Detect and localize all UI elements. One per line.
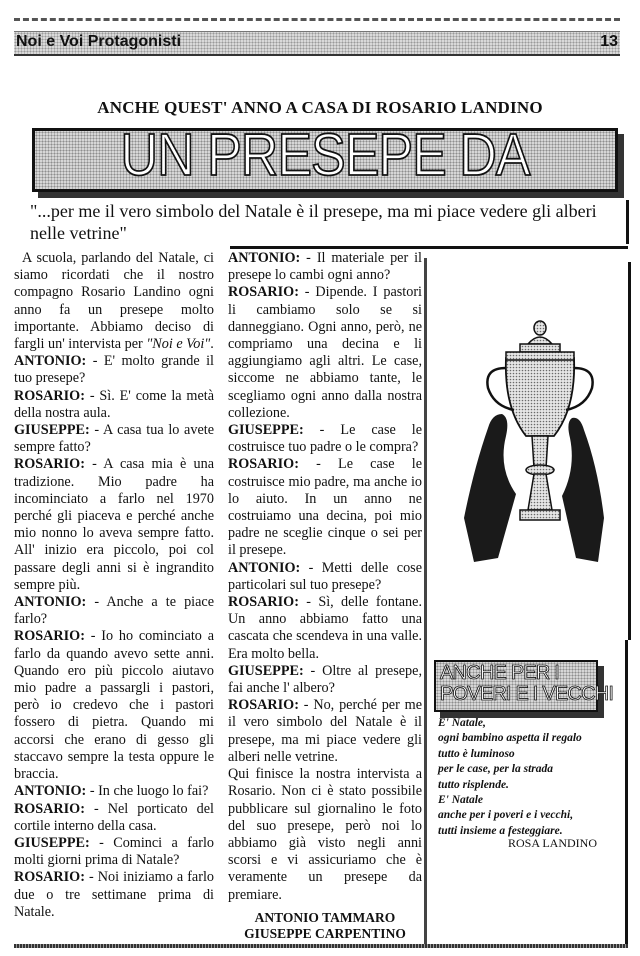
sidebar-title-box bbox=[434, 660, 614, 712]
dialogue-line bbox=[14, 388, 214, 422]
speaker-name: ANTONIO: bbox=[14, 594, 87, 611]
author-name: ANTONIO TAMMARO bbox=[254, 910, 396, 925]
header-band bbox=[14, 31, 620, 56]
sidebar-divider bbox=[625, 640, 628, 946]
dialogue-line bbox=[14, 869, 214, 921]
dialogue-line bbox=[228, 697, 422, 766]
dialogue-text: - No, perché per me il vero simbolo del Natale è il presepe, ma mi piace vedere gli alberi nelle vetrine. bbox=[228, 697, 422, 765]
poem-line: tutti insieme a festeggiare. bbox=[438, 824, 563, 837]
dialogue-line bbox=[14, 456, 214, 594]
dialogue-text: - Anche a te piace farlo? bbox=[14, 594, 214, 628]
dialogue-text: - Sì, delle fontane. Un anno abbiamo fatto una cascata che scendeva in una valle. Era molto bella. bbox=[228, 594, 422, 662]
speaker-name: GIUSEPPE: bbox=[228, 422, 304, 439]
page-number: 13 bbox=[600, 33, 618, 50]
sidebar-title: ANCHE PER I POVERI E I VECCHI bbox=[440, 662, 614, 705]
publication-name: "Noi e Voi" bbox=[146, 336, 211, 353]
speaker-name: ROSARIO: bbox=[14, 387, 85, 404]
page-header bbox=[14, 18, 620, 55]
speaker-name: ROSARIO: bbox=[14, 800, 85, 817]
pull-quote-rule bbox=[230, 246, 628, 249]
dialogue-text: - Il materiale per il presepe lo cambi ogni anno? bbox=[228, 250, 422, 284]
poem-line: per le case, per la strada bbox=[438, 763, 553, 776]
speaker-name: GIUSEPPE: bbox=[228, 662, 304, 679]
dialogue-line bbox=[228, 422, 422, 456]
dialogue-text: - Cominci a farlo molti giorni prima di Natale? bbox=[14, 834, 214, 869]
dialogue-line bbox=[14, 594, 214, 628]
speaker-name: ROSARIO: bbox=[14, 869, 85, 886]
speaker-name: GIUSEPPE: bbox=[14, 834, 90, 851]
dialogue-text: - Metti delle cose particolari sul tuo presepe? bbox=[228, 559, 422, 593]
speaker-name: ANTONIO: bbox=[228, 250, 301, 266]
dialogue-text: - Io ho cominciato a farlo da quando avevo sette anni. Quando ero più piccolo aiutavo mio padre a passargli i pastori, però io credevo che i pastori fossero di pietra. Quando mi accorsi che erano di gesso gli staccavo sempre la testa oppure le braccia. bbox=[14, 628, 214, 783]
speaker-name: ROSARIO: bbox=[14, 456, 85, 473]
dialogue-text: - In che luogo lo fai? bbox=[86, 783, 209, 800]
dialogue-text: - Dipende. I pastori li cambiamo solo se si danneggiano. Ogni anno, però, ne compriamo una decina e li aggiungiamo agli altri. Le case, siccome ne abbiamo tante, le scegliamo ogni anno dalla nostra collezione. bbox=[228, 284, 422, 421]
dialogue-text: - Oltre al presepe, fai anche l' albero? bbox=[228, 662, 422, 697]
dialogue-text: - Le case le costruisce tuo padre o le compra? bbox=[228, 422, 422, 456]
article-title-box bbox=[32, 128, 618, 192]
dialogue-line bbox=[228, 560, 422, 594]
intro-text: A scuola, parlando del Natale, ci siamo ricordati che il nostro compagno Rosario Landino ogni anno fa un presepe molto importante. Abbiamo deciso di fargli un' intervista per bbox=[14, 250, 214, 353]
dialogue-text: - E' molto grande il tuo presepe? bbox=[14, 353, 214, 387]
dialogue-line bbox=[228, 456, 422, 559]
column-divider bbox=[424, 258, 427, 946]
speaker-name: GIUSEPPE: bbox=[14, 422, 90, 439]
poem-line: ogni bambino aspetta il regalo bbox=[438, 732, 582, 745]
poem-line: tutto risplende. bbox=[438, 778, 509, 791]
dialogue-text: - Nel porticato del cortile interno della casa. bbox=[14, 800, 214, 834]
speaker-name: ANTONIO: bbox=[14, 783, 87, 800]
closing-text: Qui finisce la nostra intervista a Rosario. Non ci è stato possibile pubblicare sul giornalino le foto del suo presepe, però noi lo abbiamo già visto negli anni scorsi e vi assicuriamo che è veramente un presepe da premiare. bbox=[228, 766, 422, 903]
article-column-2 bbox=[228, 250, 422, 904]
article-kicker: ANCHE QUEST' ANNO A CASA DI ROSARIO LANDINO bbox=[97, 98, 543, 117]
trophy-icon bbox=[458, 318, 608, 578]
author-name: GIUSEPPE CARPENTINO bbox=[244, 926, 406, 941]
article-column-1 bbox=[14, 250, 214, 921]
footer-rule bbox=[14, 944, 628, 948]
speaker-name: ROSARIO: bbox=[14, 628, 85, 645]
speaker-name: ROSARIO: bbox=[228, 594, 299, 611]
intro-end: . bbox=[210, 336, 214, 353]
speaker-name: ROSARIO: bbox=[228, 284, 299, 301]
dialogue-text: - Sì. E' come la metà della nostra aula. bbox=[14, 387, 214, 421]
pull-quote: "...per me il vero simbolo del Natale è il presepe, ma mi piace vedere gli alberi nelle vetrine" bbox=[30, 200, 629, 244]
article-title: UN PRESEPE DA bbox=[120, 128, 530, 189]
dialogue-text: - A casa tua lo avete sempre fatto? bbox=[14, 422, 214, 456]
dialogue-line bbox=[228, 284, 422, 422]
dialogue-line bbox=[228, 594, 422, 663]
closing-paragraph bbox=[228, 766, 422, 904]
speaker-name: ANTONIO: bbox=[228, 559, 301, 576]
poem-author: ROSA LANDINO bbox=[508, 836, 598, 850]
dialogue-line bbox=[14, 783, 214, 800]
dialogue-text: - Le case le costruisce mio padre, ma anche io lo aiuto. In un anno ne costruiamo una decina, poi mio padre ne sceglie cinque o sei per il presepe. bbox=[228, 456, 422, 559]
intro-paragraph bbox=[14, 250, 214, 353]
dialogue-line bbox=[14, 801, 214, 835]
poem-line: E' Natale, bbox=[438, 717, 486, 729]
poem bbox=[438, 716, 628, 839]
speaker-name: ROSARIO: bbox=[228, 456, 299, 473]
speaker-name: ANTONIO: bbox=[14, 353, 87, 370]
illustration-frame bbox=[432, 262, 631, 640]
dialogue-line bbox=[14, 628, 214, 783]
dialogue-line bbox=[14, 835, 214, 869]
section-title: Noi e Voi Protagonisti bbox=[16, 33, 182, 50]
article-authors bbox=[228, 910, 422, 942]
poem-line: anche per i poveri e i vecchi, bbox=[438, 809, 574, 822]
poem-line: E' Natale bbox=[438, 794, 484, 807]
dialogue-line bbox=[14, 353, 214, 387]
dialogue-line bbox=[228, 250, 422, 284]
dialogue-line bbox=[14, 422, 214, 456]
speaker-name: ROSARIO: bbox=[228, 697, 299, 714]
dialogue-text: - Noi iniziamo a farlo due o tre settimane prima di Natale. bbox=[14, 869, 214, 920]
dialogue-line bbox=[228, 663, 422, 697]
poem-line: tutto è luminoso bbox=[438, 747, 515, 760]
dialogue-text: - A casa mia è una tradizione. Mio padre ha incominciato a farlo nel 1970 perché gli piaceva e perché anche mio nonno lo aveva sempre fatto. All' inizio era piccolo, poi col passare degli anni si è ingrandito sempre più. bbox=[14, 456, 214, 593]
